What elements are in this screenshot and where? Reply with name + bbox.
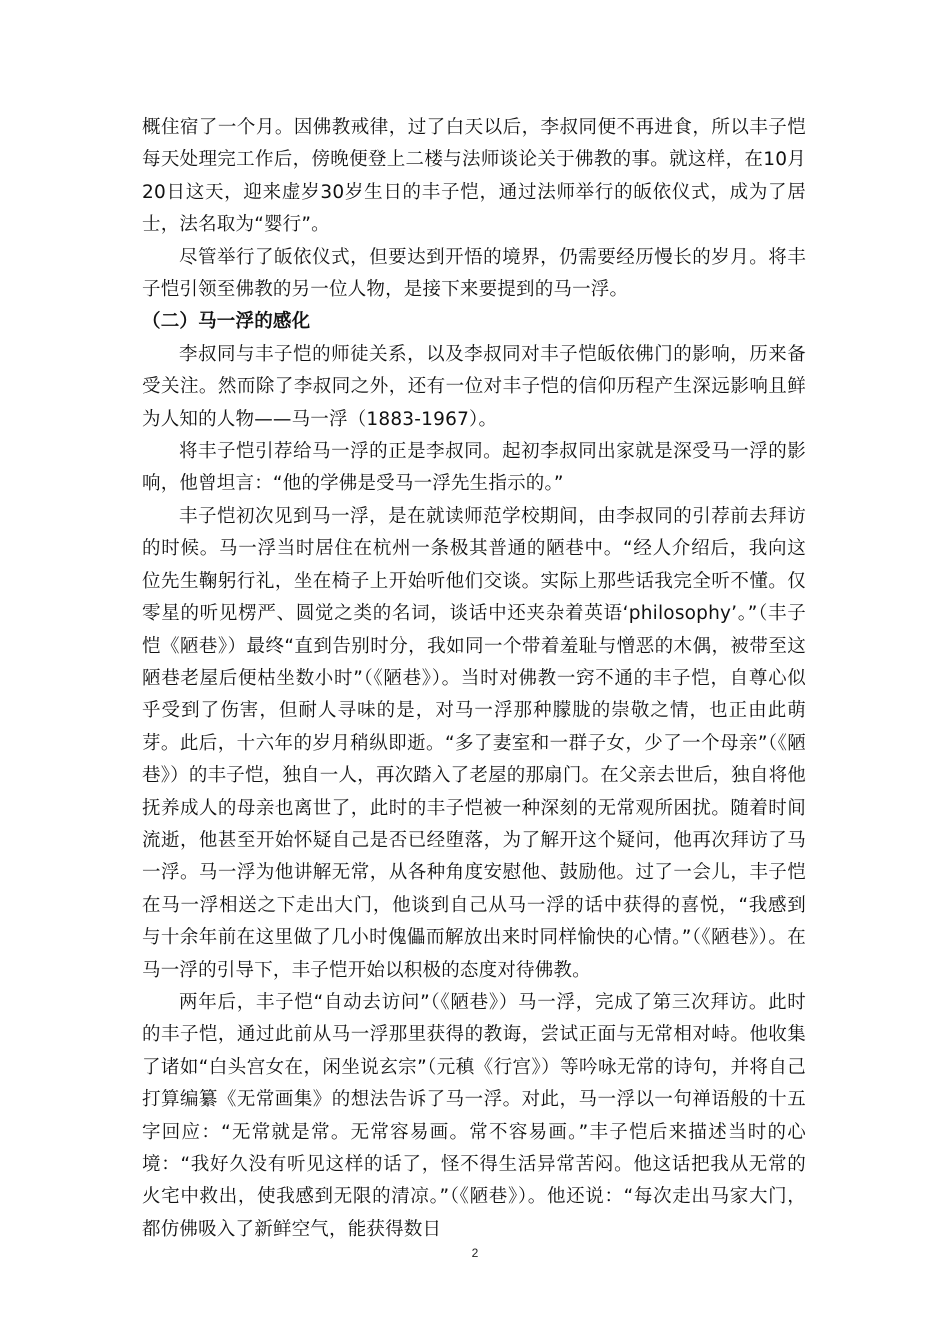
document-body <box>142 112 806 1246</box>
paragraph: 丰子恺初次见到马一浮，是在就读师范学校期间，由李叔同的引荐前去拜访的时候。马一浮当时居住在杭州一条极其普通的陋巷中。“经人介绍后，我向这位先生鞠躬行礼，坐在椅子上开始听他们交谈。实际上那些话我完全听不懂。仅零星的听见楞严、圆觉之类的名词，谈话中还夹杂着英语‘philosophy’。”（丰子恺《陋巷》）最终“直到告别时分，我如同一个带着羞耻与憎恶的木偶，被带至这陋巷老屋后便枯坐数小时”（《陋巷》）。当时对佛教一窍不通的丰子恺，自尊心似乎受到了伤害，但耐人寻味的是，对马一浮那种朦胧的崇敬之情，也正由此萌芽。此后，十六年的岁月稍纵即逝。“多了妻室和一群子女，少了一个母亲”（《陋巷》）的丰子恺，独自一人，再次踏入了老屋的那扇门。在父亲去世后，独自将他抚养成人的母亲也离世了，此时的丰子恺被一种深刻的无常观所困扰。随着时间流逝，他甚至开始怀疑自己是否已经堕落，为了解开这个疑问，他再次拜访了马一浮。马一浮为他讲解无常，从各种角度安慰他、鼓励他。过了一会儿，丰子恺在马一浮相送之下走出大门，他谈到自己从马一浮的话中获得的喜悦，“我感到与十余年前在这里做了几小时傀儡而解放出来时同样愉快的心情。”（《陋巷》）。在马一浮的引导下，丰子恺开始以积极的态度对待佛教。 <box>142 505 806 981</box>
paragraph: 尽管举行了皈依仪式，但要达到开悟的境界，仍需要经历慢长的岁月。将丰子恺引领至佛教的另一位人物，是接下来要提到的马一浮。 <box>142 246 806 301</box>
section-heading: （二）马一浮的感化 <box>142 311 311 333</box>
paragraph: 将丰子恺引荐给马一浮的正是李叔同。起初李叔同出家就是深受马一浮的影响，他曾坦言：“他的学佛是受马一浮先生指示的。” <box>142 441 806 495</box>
page-number: 2 <box>471 1246 479 1260</box>
paragraph: 李叔同与丰子恺的师徒关系，以及李叔同对丰子恺皈依佛门的影响，历来备受关注。然而除了李叔同之外，还有一位对丰子恺的信仰历程产生深远影响且鲜为人知的人物——马一浮（1883-1967）。 <box>142 343 806 430</box>
paragraph: 两年后，丰子恺“自动去访问”（《陋巷》）马一浮，完成了第三次拜访。此时的丰子恺，通过此前从马一浮那里获得的教诲，尝试正面与无常相对峙。他收集了诸如“白头宫女在，闲坐说玄宗”（元稹《行宫》）等吟咏无常的诗句，并将自己打算编纂《无常画集》的想法告诉了马一浮。对此，马一浮以一句禅语般的十五字回应：“无常就是常。无常容易画。常不容易画。”丰子恺后来描述当时的心境：“我好久没有听见这样的话了，怪不得生活异常苦闷。他这话把我从无常的火宅中救出，使我感到无限的清凉。”（《陋巷》）。他还说：“每次走出马家大门，都仿佛吸入了新鲜空气，能获得数日 <box>142 991 806 1240</box>
paragraph-continuation: 概住宿了一个月。因佛教戒律，过了白天以后，李叔同便不再进食，所以丰子恺每天处理完工作后，傍晚便登上二楼与法师谈论关于佛教的事。就这样，在10月20日这天，迎来虚岁30岁生日的丰子恺，通过法师举行的皈依仪式，成为了居士，法名取为“婴行”。 <box>142 117 806 236</box>
